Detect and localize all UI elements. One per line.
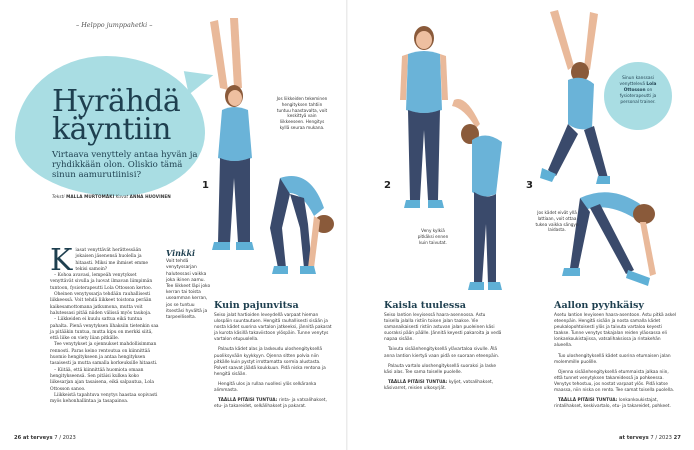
page-number-right: 27	[673, 435, 681, 441]
body-paragraph: Liikkeistä tapahtuva venytys haastaa sopivasti myös kehonhallintaa ja tasapainoa.	[50, 392, 158, 405]
exercise-1-caption: Jos liikkeiden tekeminen hengityksen tahtiin tuntuu haastavalta, voit keskittyä vain liikkeeseen. Hengitys kyllä seuraa mukana.	[276, 96, 328, 130]
exercise-3-text	[554, 313, 678, 414]
exercise-2-p2: Taivuta sisäänhengityksellä ylävartaloa sivulle. Älä anna lantion kiertyä vaan pidä se suoraan eteenpäin.	[384, 347, 500, 359]
page-number-left: 26	[14, 435, 22, 441]
body-paragraph: – Kohoa avavasi, lempeäh venytykset venyttävät sivulla ja luovat ilmavan liimpimän tuntoon, fysioterapeutti Lola Ottosson kertoo.	[50, 273, 153, 291]
exercise-1-muscles	[214, 398, 332, 410]
trainer-note-pre: Sinun kanssasi venyttelevä	[619, 76, 654, 87]
headline	[52, 84, 212, 147]
exercise-2-muscles-list: kyljet, vatsalihakset, käsivarret, reisien ulkosyrjät.	[384, 379, 494, 391]
exercise-2-muscles	[384, 380, 502, 392]
footer-left-brand: at terveys	[22, 435, 53, 441]
exercise-3-title: Aallon pyyhkäisy	[554, 300, 644, 311]
kicker: – Helppo jumppahetki –	[76, 21, 153, 29]
exercise-1-photo-bending	[250, 168, 340, 288]
exercise-3-caption: Jos kädet eivät yllä lattiaan, voit ottaa tukea vaikka sängyn laidasta.	[535, 210, 579, 233]
exercise-2-number: 2	[384, 180, 391, 191]
exercise-2-title: Kaisla tuulessa	[384, 300, 466, 311]
exercise-1-number: 1	[202, 180, 209, 191]
body-paragraph: Oheinen venytyssarja tehdään rauhallisesti liikkeessä. Voit tehdä liikkeet toistona perään kaikesamottomana jatkumona, mutta voit halutessasi pitää niiden välissä myös taukoja.	[50, 292, 152, 316]
footer-right-issue: 7 / 2023	[650, 435, 672, 441]
credits	[52, 194, 212, 199]
exercise-2-caption: Veny kylkiä pitkäksi ennen kuin taivutat.	[417, 228, 449, 245]
trainer-note-post: on fysioterapeutti ja personal trainer.	[619, 88, 657, 105]
exercise-3-muscles	[554, 398, 678, 410]
exercise-3-p1: Asetu lantion levyiseen haara-asentoon. Astu pitkä askel eteenpäin. Hengitä sisään ja nosta samalla kädet peukalopohtoisesti ylös ja taivuta vartaloa keyesti taakse. Tunne venytys takajalan reiden yläosassa eli lonkankoukistajissa, vatsalihaksissa ja rintakehän alueella.	[554, 313, 677, 349]
standfirst: Virtaava venyttely antaa hyvän ja ryhdikkään olon. Oliskio tämä sinun aamurutiinisi?	[52, 150, 198, 181]
exercise-1-title: Kuin pajunvitsa	[214, 300, 299, 311]
dropcap: K	[50, 243, 73, 278]
exercise-1-p2: Palauta kädet alas ja laskeudu uloshengityksellä puoliksyvään kyykkyyn. Ojenna sitten polvia niin pitkälle kuin pystyt irrottamatta sormia alustasta. Polvet saavat jäädä koukkuun. Pidä niska rentona ja hengitä sisään.	[214, 347, 326, 377]
exercise-1-muscles-label: TÄÄLLÄ PITÄISI TUNTUA:	[218, 398, 278, 404]
exercise-3-photo-folding	[560, 178, 670, 298]
exercise-3-muscles-label: TÄÄLLÄ PITÄISI TUNTUA:	[558, 398, 618, 404]
exercise-1-muscles-list: rinta- ja vatsalihakset, etu- ja takareidet, selkälihakset ja pakarat.	[214, 398, 327, 410]
footer-right-brand: at terveys	[619, 435, 649, 441]
exercise-2-p1: Seiso lantion levyisessä haara-asennossa. Astu toisella jalalla ristiin toisen jalan taakse. Vie samanaikaisesti ristiin astuvan jalan puoleinen käsi suoraksi pään päälle. Jännitä keyesti pakaroita ja vedä napaa sisään.	[384, 313, 502, 343]
exercise-2-photo-standing	[396, 20, 452, 220]
exercise-3-muscles-list: lonkankoukistajat, rintalihakset, keskivartalo, etu- ja takareidet, pohkeet.	[554, 398, 671, 410]
footer-right	[619, 435, 681, 441]
body-paragraph: Tee venytykset ja ojennukset mahdollisimman rennosti. Paras keino rentoutua on kiinnittää huomio hengitykseen ja antaa hengityksen tasaisesti ja mutta samalla korkeuksille hitaasti.	[50, 342, 158, 367]
tip-title: Vinkki	[166, 248, 196, 258]
exercise-1-p1: Seiso jalat hartioiden leveydellä varpaat hieman ulospäin suuntautuen. Hengitä rauhallisesti sisään ja nosta kädet suorina vartalon jatkeeksi, jännitä pakarat ja kurota käsillä takaviistoon ylöspäin. Tunne venytys vartalon etupuolella.	[214, 313, 332, 343]
headline-line2: käyntiin	[52, 112, 171, 147]
credits-photo-label: Kuvat	[115, 194, 129, 199]
exercise-3-photo-reaching	[540, 10, 610, 190]
trainer-note	[612, 76, 664, 106]
exercise-3-p3: Ojenna sisäänhengityksellä etummaista jalkaa niin, että tunnet venytyksen takareidessä ja pohkeessa. Venytys tehostuu, jos nostat varpaat ylös. Pidä katse maassa, niin niska on rento. Tee samat toisella puolella.	[554, 369, 675, 394]
trainer-name: Lola Ottosson	[623, 82, 657, 93]
exercise-2-photo-bending	[446, 94, 516, 294]
headline-line1: Hyrähdä	[52, 84, 181, 119]
credits-photo-name: ANNA HUOVINEN	[129, 194, 171, 199]
exercise-3-p2: Tuo uloshengityksellä kädet suorina etumaisen jalan molemmille puolille.	[554, 353, 671, 365]
body-paragraph: – Kiitää, että kiinnittää huomiota omaan hengitykseensä. Sen pitäisi kulkea koko liikesarjan ajan tasaisena, eikä salpautua, Lola Ottosson sanoo.	[50, 367, 154, 392]
tip-box	[166, 250, 212, 321]
body-text	[50, 243, 160, 405]
footer-left	[14, 435, 76, 441]
credits-text-name: MALLA MURTOMÄKI	[66, 194, 115, 199]
tip-text: Voit tehdä venytyssarjan halutessasi vaikka joka ikinen aamu. Tee liikkeet läpi joko kerran tai toista useamman kerran, jos se tuntuu itsestäsi hyvältä ja tarpeelliselta.	[166, 259, 211, 321]
exercise-2-text	[384, 313, 502, 396]
spine-fold	[346, 0, 348, 450]
exercise-2-p3: Palauta vartalo uloshengityksellä suoraksi ja laske käsi alas. Tee sama toiselle puolelle.	[384, 363, 497, 375]
exercise-3-number: 3	[526, 180, 533, 191]
body-paragraph: – Liikkeiden ei kuulu sattua eikä tuntua pahalta. Pienä venytyksen lihaksiin tietenkin saa ja pitääkin tuntua, mutta kipu on merkki siitä, että liike on viety liian pitkälle.	[50, 317, 159, 342]
exercise-2-muscles-label: TÄÄLLÄ PITÄISI TUNTUA:	[388, 379, 448, 385]
footer-left-issue: 7 / 2023	[54, 435, 76, 441]
credits-text-label: Teksti	[52, 194, 65, 199]
exercise-1-p3: Hengitä ulos ja rullaa nuollesi ylös selkäranka alimmasta.	[214, 381, 317, 394]
body-paragraph: iasat venyttävät herättessään jokaisen jäsenensä huolella ja hitaasti. Miksi me ihmiset emme tekisi samoin?	[75, 248, 148, 272]
exercise-1-text	[214, 313, 332, 414]
